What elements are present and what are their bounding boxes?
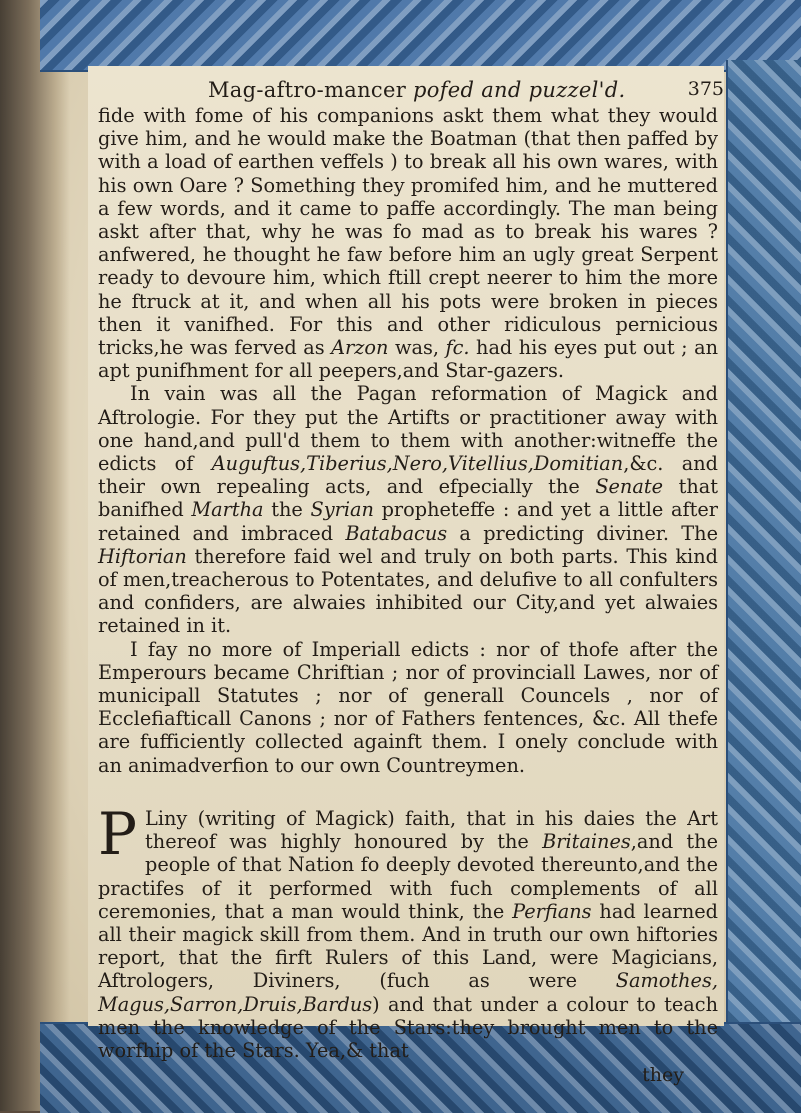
text-run: therefore faid wel and truly on both parts. This kind of men,treacherous to Potentates, and delufive to all confulters and confiders, are alwaies inhibited our City,and yet alwaies retained in it. bbox=[98, 544, 718, 638]
italic-text: Batabacus bbox=[345, 521, 448, 545]
running-head bbox=[208, 78, 625, 102]
italic-text: Auguftus,Tiberius,Nero,Vitellius,Domitian bbox=[211, 452, 624, 476]
decorative-border-top bbox=[40, 0, 801, 72]
body-text bbox=[88, 104, 724, 1062]
running-head-title: Mag-aftro-mancer bbox=[208, 78, 414, 102]
paragraph bbox=[98, 638, 718, 777]
text-run: fide with fome of his companions askt them what they would give him, and he would make the Boatman (that then paffed by with a load of earthen veffels ) to break all his own wares, with his own Oare ? Something they promifed him, and he muttered a few words, and it came to paffe accordingly. The man being askt after that, why he was fo mad as to break his wares ? anfwered, he thought he faw before him an ugly great Serpent ready to devoure him, which ftill crept neerer to him the more he ftruck at it, and when all his pots were broken in pieces then it vanifhed. For this and other ridiculous pernicious tricks,he was ferved as bbox=[98, 104, 718, 360]
italic-text: Martha bbox=[191, 498, 264, 522]
italic-text: Arzon bbox=[331, 336, 389, 360]
text-run: was, bbox=[388, 336, 446, 360]
running-head-subtitle: pofed and puzzel'd. bbox=[413, 78, 626, 102]
text-run: ) and that under a colour to teach men the knowledge of the Stars:they brought men to the worfhip of the Stars. Yea,& that bbox=[98, 992, 718, 1062]
page-header bbox=[88, 66, 724, 104]
text-run: ,&c. and their own repealing acts, and efpecially the bbox=[98, 452, 718, 499]
italic-text: Perfians bbox=[512, 899, 592, 923]
text-run: I fay no more of Imperiall edicts : nor of thofe after the Emperours became Chriftian ; nor of provinciall Lawes, nor of municipall Statutes ; nor of generall Councels , nor of Ecclefiafticall Canons ; nor of Fathers fentences, &c. All thefe are fufficiently collected againft them. I onely conclude with an animadverfion to our own Countreymen. bbox=[98, 637, 718, 777]
paragraph bbox=[98, 104, 718, 382]
italic-text: Britaines bbox=[542, 830, 631, 854]
italic-text: Samothes, Magus,Sarron,Druis,Bardus bbox=[98, 969, 718, 1016]
italic-text: Syrian bbox=[310, 498, 374, 522]
catchword: they bbox=[642, 1064, 684, 1087]
italic-text: Senate bbox=[595, 475, 664, 499]
text-run: that banifhed bbox=[98, 475, 718, 522]
book-page bbox=[88, 66, 724, 1087]
italic-text: fc. bbox=[445, 336, 470, 360]
paragraph bbox=[98, 382, 718, 637]
italic-text: Hiftorian bbox=[98, 544, 187, 568]
paragraph-gap bbox=[98, 777, 718, 807]
text-run: ,and the people of that Nation fo deeply devoted thereunto,and the practifes of it performed with fuch complements of all ceremonies, that a man would think, the bbox=[98, 830, 719, 923]
decorative-border-right bbox=[726, 60, 801, 1030]
paragraph bbox=[98, 799, 719, 1062]
text-run: In vain was all the Pagan reformation of Magick and Aftrologie. For they put the Artifts or practitioner away with one hand,and pull'd them to them with another:witneffe the edicts of bbox=[98, 382, 718, 476]
text-run: had learned all their magick skill from them. And in truth our own hiftories report, that the firft Rulers of this Land, were Magicians, Aftrologers, Diviners, (fuch as were bbox=[98, 899, 718, 993]
page-number: 375 bbox=[687, 78, 724, 100]
text-run: Liny (writing of Magick) faith, that in his daies the Art thereof was highly honoured by the bbox=[145, 806, 718, 854]
drop-cap: P bbox=[98, 799, 138, 868]
text-run: a predicting diviner. The bbox=[447, 521, 718, 545]
text-run: the bbox=[263, 498, 311, 522]
text-run: propheteffe : and yet a little after retained and imbraced bbox=[98, 498, 719, 545]
text-run: had his eyes put out ; an apt punifhment for all peepers,and Star-gazers. bbox=[98, 336, 718, 383]
book-gutter-shadow bbox=[0, 0, 70, 1111]
